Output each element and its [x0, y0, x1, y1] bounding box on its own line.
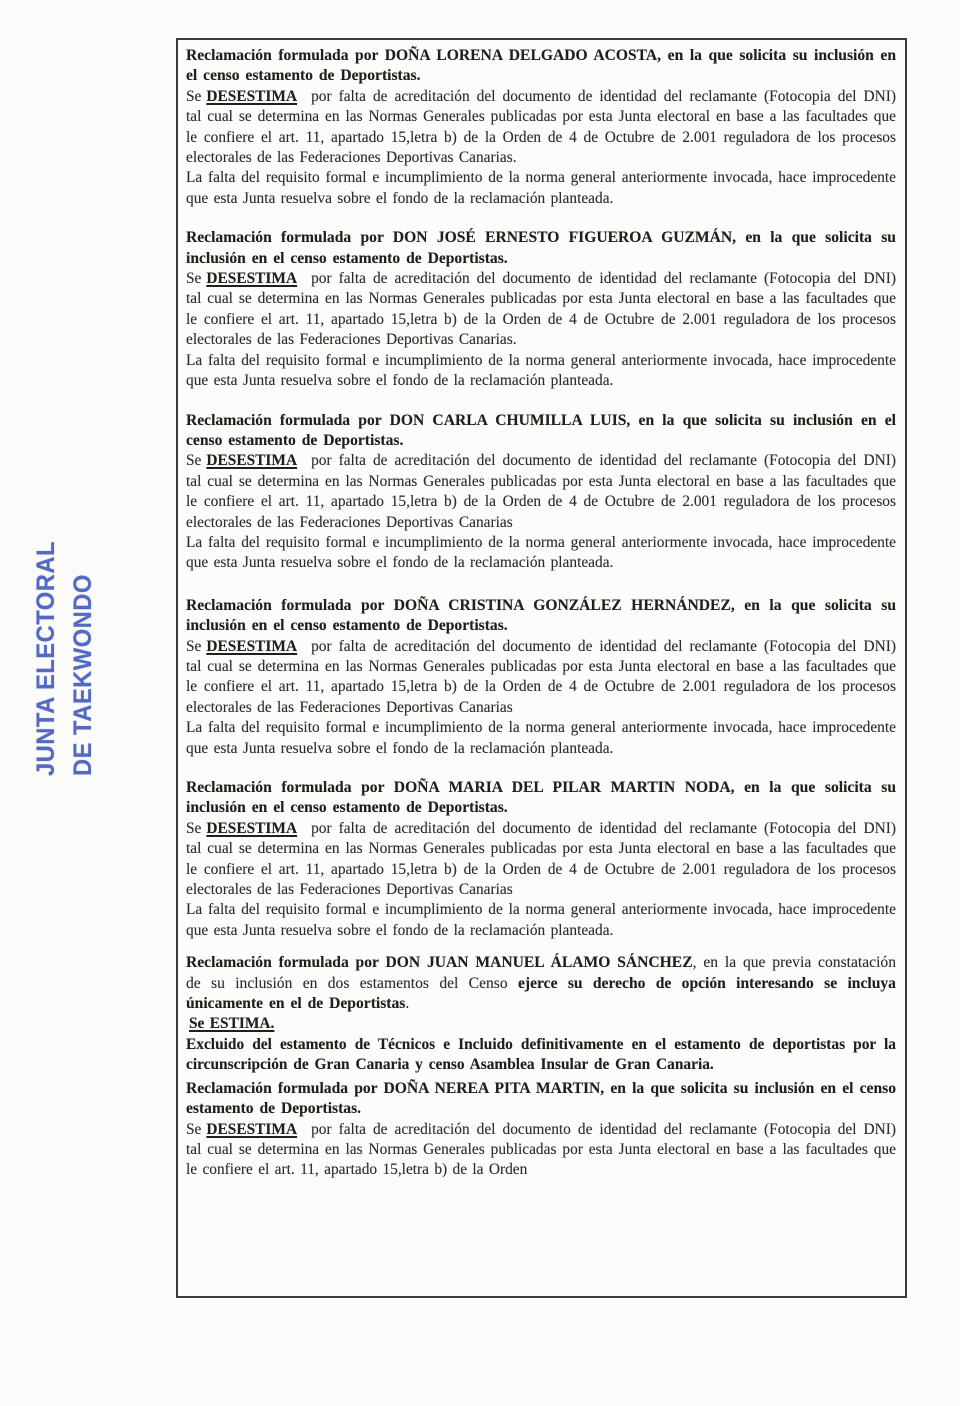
claim-6-header-bold2: ejerce su derecho de opción interesando se incluya únicamente en el de Deportistas — [186, 974, 896, 1013]
stamp-text — [28, 541, 102, 776]
claim-4-note: La falta del requisito formal e incumplimiento de la norma general anteriormente invocada, hace improcedente que esta Junta resuelva sobre el fondo de la reclamación planteada. — [186, 719, 896, 757]
claim-2-note: La falta del requisito formal e incumplimiento de la norma general anteriormente invocada, hace improcedente que esta Junta resuelva sobre el fondo de la reclamación planteada. — [186, 351, 896, 390]
claim-7-header: Reclamación formulada por DOÑA NEREA PITA MARTIN, en la que solicita su inclusión en el censo estamento de Deportistas. — [186, 1079, 896, 1118]
claim-6-verdict-estima: Se ESTIMA. — [189, 1015, 275, 1033]
claim-1-verdict: DESESTIMA — [206, 87, 298, 105]
claim-1-se: Se — [186, 87, 202, 105]
stamp-line-2: DE TAEKWONDO — [69, 574, 97, 776]
claim-1-body: por falta de acreditación del documento de identidad del reclamante (Fotocopia del DNI) tal cual se determina en las Normas Generales publicadas por esta Junta electoral en base a las facultades que le confiere el art. 11, apartado 15,letra b) de la Orden de 4 de Octubre de 2.001 reguladora de los procesos electorales de las Federaciones Deportivas Canarias. — [186, 87, 896, 167]
claim-block-1 — [186, 46, 896, 209]
claim-7-body: por falta de acreditación del documento de identidad del reclamante (Fotocopia del DNI) tal cual se determina en las Normas Generales publicadas por esta Junta electoral en base a las facultades que le confiere el art. 11, apartado 15,letra b) de la Orden — [186, 1120, 896, 1179]
claim-1-note: La falta del requisito formal e incumplimiento de la norma general anteriormente invocada, hace improcedente que esta Junta resuelva sobre el fondo de la reclamación planteada. — [186, 169, 896, 207]
claim-2-header: Reclamación formulada por DON JOSÉ ERNESTO FIGUEROA GUZMÁN, en la que solicita su inclusión en el censo estamento de Deportistas. — [186, 229, 896, 267]
claim-6-resolution: Excluido del estamento de Técnicos e Incluido definitivamente en el estamento de deportistas por la circunscripción de Gran Canaria y censo Asamblea Insular de Gran Canaria. — [186, 1035, 896, 1074]
claim-2-resolution — [186, 269, 896, 351]
claim-3-header: Reclamación formulada por DON CARLA CHUMILLA LUIS, en la que solicita su inclusión en el censo estamento de Deportistas. — [186, 411, 896, 449]
resolutions-box — [176, 38, 907, 1298]
claim-block-5 — [186, 778, 896, 941]
claim-2-verdict: DESESTIMA — [206, 270, 298, 288]
claim-block-7 — [186, 1079, 896, 1181]
claim-7-se: Se — [186, 1120, 202, 1138]
claim-6-header — [186, 953, 896, 1014]
claim-6-header-period: . — [405, 995, 410, 1013]
claim-7-verdict: DESESTIMA — [206, 1120, 298, 1138]
claim-7-resolution — [186, 1120, 896, 1181]
claim-4-se: Se — [186, 637, 202, 655]
claim-2-body: por falta de acreditación del documento de identidad del reclamante (Fotocopia del DNI) tal cual se determina en las Normas Generales publicadas por esta Junta electoral en base a las facultades que le confiere el art. 11, apartado 15,letra b) de la Orden de 4 de Octubre de 2.001 reguladora de los procesos electorales de las Federaciones Deportivas Canarias. — [186, 270, 896, 349]
electoral-board-stamp — [28, 541, 114, 776]
claim-block-6 — [186, 953, 896, 1075]
claim-4-verdict: DESESTIMA — [206, 637, 298, 655]
claim-5-verdict: DESESTIMA — [206, 819, 298, 837]
claim-3-resolution — [186, 451, 896, 533]
stamp-line-1: JUNTA ELECTORAL — [32, 541, 60, 776]
claim-6-header-regular: , en la que previa constatación de su inclusión en dos estamentos del Censo — [186, 954, 896, 992]
claim-3-note: La falta del requisito formal e incumplimiento de la norma general anteriormente invocada, hace improcedente que esta Junta resuelva sobre el fondo de la reclamación planteada. — [186, 533, 896, 572]
claim-5-resolution — [186, 819, 896, 901]
claim-5-body: por falta de acreditación del documento de identidad del reclamante (Fotocopia del DNI) tal cual se determina en las Normas Generales publicadas por esta Junta electoral en base a las facultades que le confiere el art. 11, apartado 15,letra b) de la Orden de 4 de Octubre de 2.001 reguladora de los procesos electorales de las Federaciones Deportivas Canarias — [186, 819, 896, 899]
claim-block-4 — [186, 596, 896, 759]
claim-5-header: Reclamación formulada por DOÑA MARIA DEL PILAR MARTIN NODA, en la que solicita su inclusión en el censo estamento de Deportistas. — [186, 779, 896, 817]
claim-block-3 — [186, 411, 896, 574]
claim-4-resolution — [186, 637, 896, 719]
claim-1-resolution — [186, 87, 896, 169]
claim-3-verdict: DESESTIMA — [206, 452, 298, 470]
claim-6-header-bold: Reclamación formulada por DON JUAN MANUEL ÁLAMO SÁNCHEZ — [186, 954, 693, 972]
claim-2-se: Se — [186, 270, 202, 288]
claim-4-header: Reclamación formulada por DOÑA CRISTINA GONZÁLEZ HERNÁNDEZ, en la que solicita su inclusión en el censo estamento de Deportistas. — [186, 596, 896, 635]
claim-3-se: Se — [186, 452, 202, 470]
claim-1-header: Reclamación formulada por DOÑA LORENA DELGADO ACOSTA, en la que solicita su inclusión en el censo estamento de Deportistas. — [186, 47, 896, 85]
claim-4-body: por falta de acreditación del documento de identidad del reclamante (Fotocopia del DNI) tal cual se determina en las Normas Generales publicadas por esta Junta electoral en base a las facultades que le confiere el art. 11, apartado 15,letra b) de la Orden de 4 de Octubre de 2.001 reguladora de los procesos electorales de las Federaciones Deportivas Canarias — [186, 637, 896, 716]
claim-5-note: La falta del requisito formal e incumplimiento de la norma general anteriormente invocada, hace improcedente que esta Junta resuelva sobre el fondo de la reclamación planteada. — [186, 901, 896, 939]
claim-3-body: por falta de acreditación del documento de identidad del reclamante (Fotocopia del DNI) tal cual se determina en las Normas Generales publicadas por esta Junta electoral en base a las facultades que le confiere el art. 11, apartado 15,letra b) de la Orden de 4 de Octubre de 2.001 reguladora de los procesos electorales de las Federaciones Deportivas Canarias — [186, 452, 896, 531]
claim-block-2 — [186, 228, 896, 391]
claim-5-se: Se — [186, 819, 202, 837]
